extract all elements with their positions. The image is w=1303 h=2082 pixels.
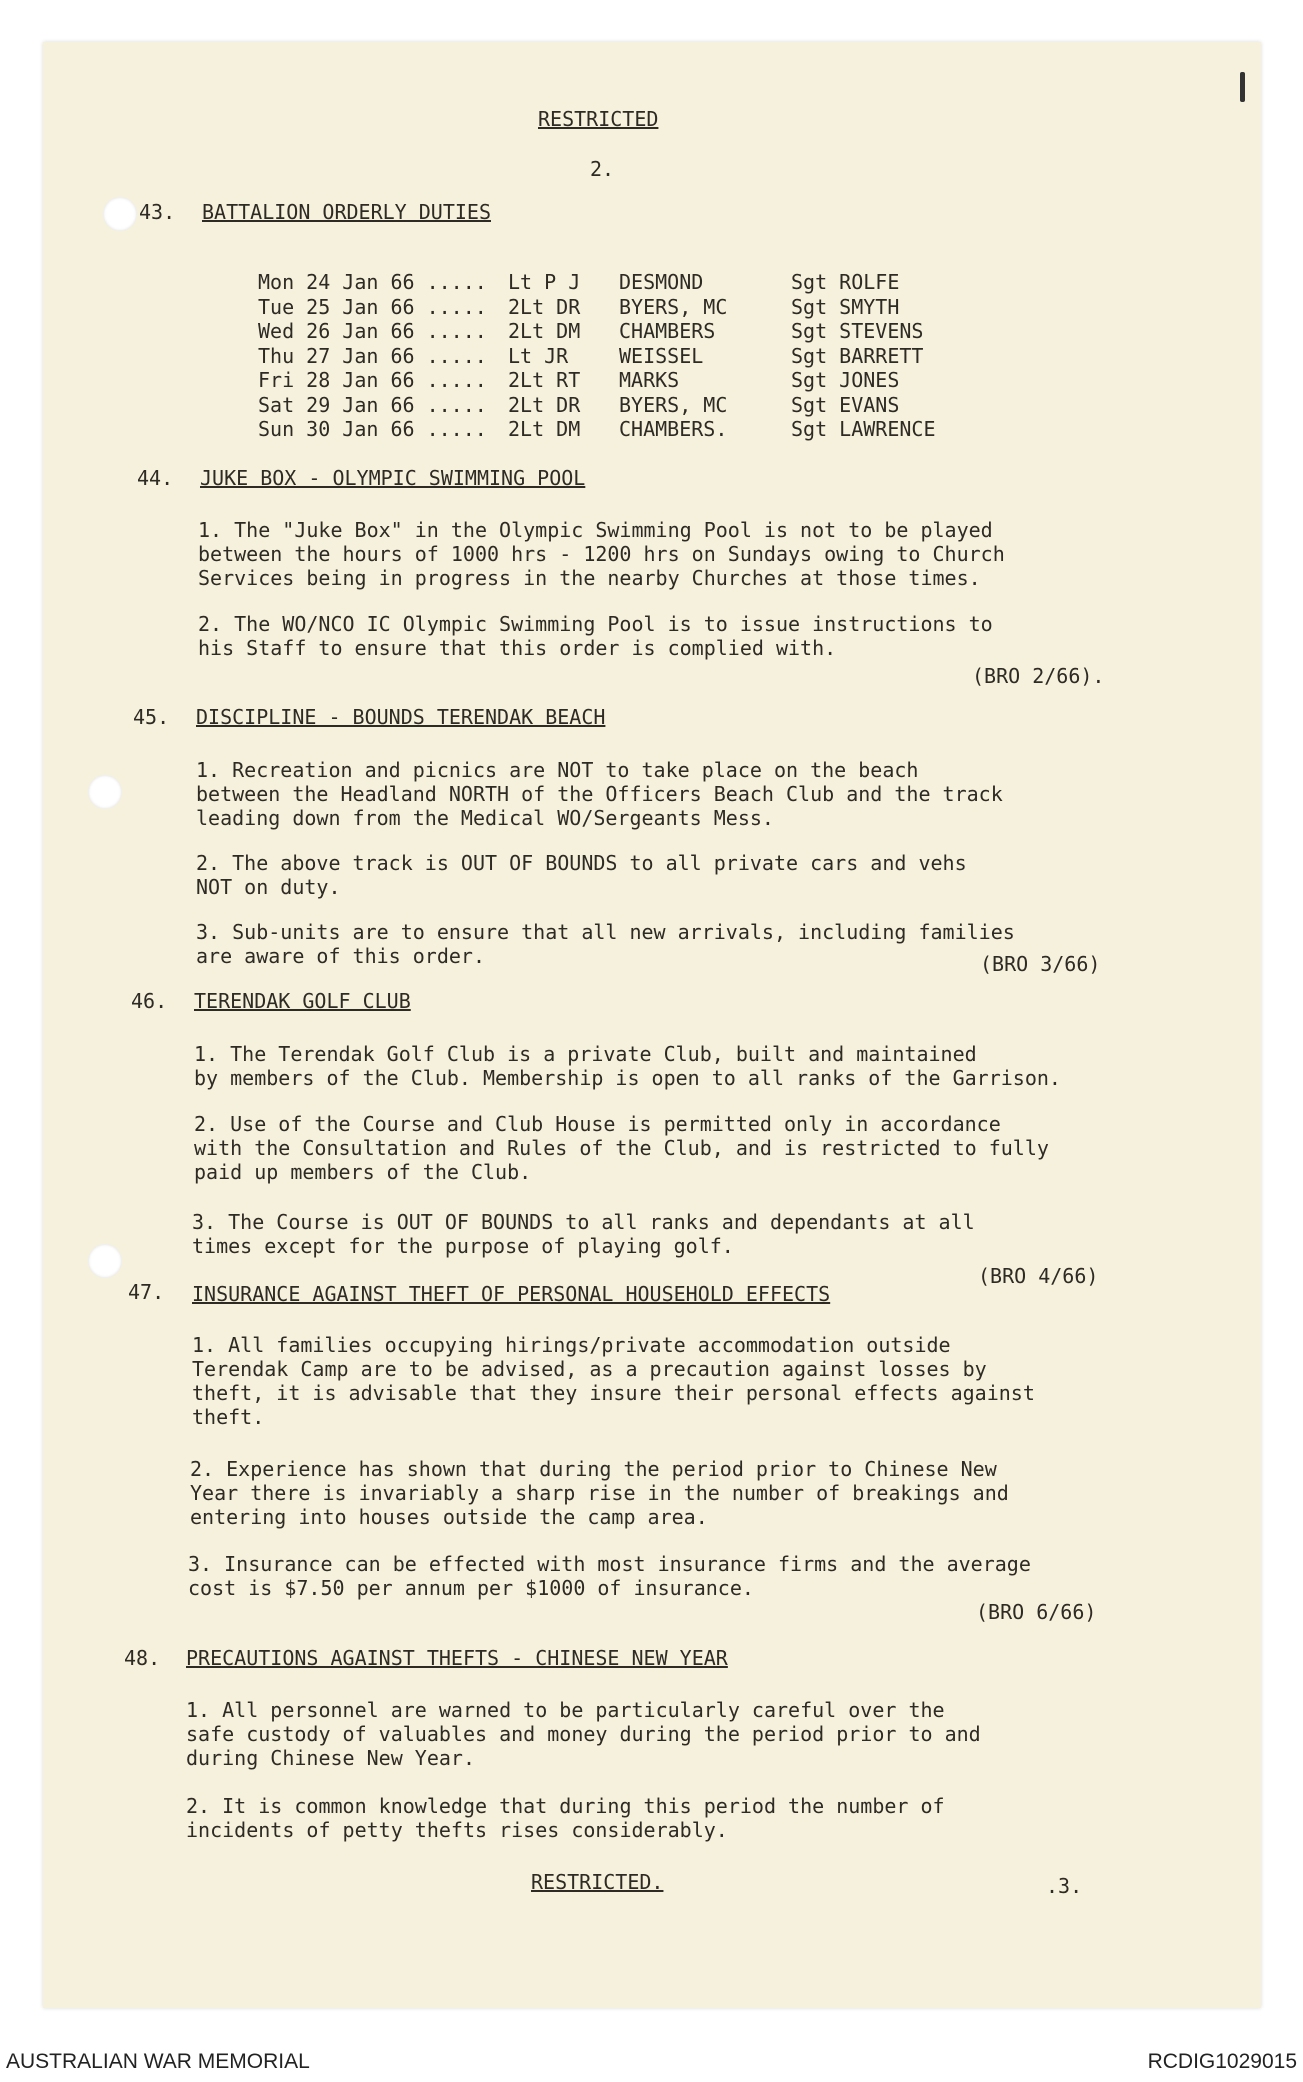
duty-sgt-cell: Sgt STEVENS — [791, 319, 924, 343]
paragraph: 2. The WO/NCO IC Olympic Swimming Pool is to issue instructions to his Staff to ensure that this order is complied with. — [198, 612, 993, 660]
duty-rank-cell: 2Lt DR — [508, 294, 581, 319]
paragraph: 1. The Terendak Golf Club is a private Club, built and maintained by members of the Club. Membership is open to all ranks of the Garrison. — [194, 1042, 1061, 1090]
classification-footer: RESTRICTED. — [531, 1870, 664, 1894]
paragraph: 3. The Course is OUT OF BOUNDS to all ranks and dependants at all times except for the purpose of playing golf. — [192, 1210, 975, 1258]
paragraph: 2. The above track is OUT OF BOUNDS to all private cars and vehs NOT on duty. — [196, 851, 967, 899]
bro-reference: (BRO 3/66) — [980, 952, 1101, 976]
duty-name-cell: BYERS, MC — [619, 294, 728, 319]
paragraph: 2. Experience has shown that during the period prior to Chinese New Year there is invariably a sharp rise in the number of breakings and entering into houses outside the camp area. — [190, 1457, 1009, 1529]
paragraph: 2. It is common knowledge that during this period the number of incidents of petty thefts rises considerably. — [186, 1794, 945, 1842]
duty-sgt-cell: Sgt SMYTH — [791, 294, 900, 319]
duty-sgt-cell: Sgt ROLFE — [791, 270, 900, 294]
duty-name-cell: DESMOND — [619, 270, 704, 294]
paragraph: 1. The "Juke Box" in the Olympic Swimming Pool is not to be played between the hours of 1000 hrs - 1200 hrs on Sundays owing to Church Services being in progress in the nearby Churches at those times. — [198, 518, 1005, 590]
next-page-number: .3. — [1046, 1874, 1083, 1898]
section-number: 45. — [133, 705, 170, 729]
paragraph: 2. Use of the Course and Club House is permitted only in accordance with the Consultation and Rules of the Club, and is restricted to fully paid up members of the Club. — [194, 1112, 1049, 1184]
punch-hole — [103, 197, 137, 231]
section-number: 46. — [131, 989, 168, 1013]
bro-reference: (BRO 4/66) — [978, 1264, 1099, 1288]
duty-sgt-cell: Sgt EVANS — [791, 392, 900, 417]
duty-rank-cell: 2Lt DM — [508, 319, 581, 343]
paragraph: 3. Sub-units are to ensure that all new arrivals, including families are aware of this order. — [196, 920, 1015, 968]
archive-name: AUSTRALIAN WAR MEMORIAL — [6, 2050, 310, 2073]
duty-date-cell: Thu 27 Jan 66 ..... — [258, 343, 487, 368]
duty-sgt-cell: Sgt LAWRENCE — [791, 417, 936, 441]
section-title: DISCIPLINE - BOUNDS TERENDAK BEACH — [196, 705, 606, 729]
classification-header: RESTRICTED — [538, 107, 659, 131]
duty-date-cell: Sat 29 Jan 66 ..... — [258, 392, 487, 417]
duty-rank-cell: 2Lt DM — [508, 417, 581, 441]
duty-date-cell: Mon 24 Jan 66 ..... — [258, 270, 487, 294]
ink-mark — [1240, 72, 1245, 102]
paragraph: 3. Insurance can be effected with most insurance firms and the average cost is $7.50 per annum per $1000 of insurance. — [188, 1552, 1031, 1600]
duty-date-cell: Sun 30 Jan 66 ..... — [258, 417, 487, 441]
duty-sgt-cell: Sgt BARRETT — [791, 343, 924, 368]
section-title: JUKE BOX - OLYMPIC SWIMMING POOL — [200, 466, 586, 490]
duty-rank-cell: Lt P J — [508, 270, 581, 294]
archive-id: RCDIG1029015 — [1147, 2050, 1297, 2073]
punch-hole — [88, 775, 122, 809]
paragraph: 1. All families occupying hirings/private accommodation outside Terendak Camp are to be advised, as a precaution against losses by theft, it is advisable that they insure their personal effects against theft. — [192, 1333, 1035, 1429]
section-number: 44. — [137, 466, 174, 490]
duty-name-cell: CHAMBERS. — [619, 417, 728, 441]
section-title: PRECAUTIONS AGAINST THEFTS - CHINESE NEW YEAR — [186, 1646, 728, 1670]
page-number: 2. — [590, 157, 615, 181]
punch-hole — [88, 1244, 122, 1278]
section-title: INSURANCE AGAINST THEFT OF PERSONAL HOUSEHOLD EFFECTS — [192, 1282, 831, 1306]
section-title: BATTALION ORDERLY DUTIES — [202, 200, 491, 224]
bro-reference: (BRO 6/66) — [976, 1600, 1097, 1624]
section-number: 43. — [139, 200, 176, 224]
duty-rank-cell: 2Lt DR — [508, 392, 581, 417]
bro-reference: (BRO 2/66). — [972, 664, 1105, 688]
section-number: 47. — [128, 1280, 165, 1304]
duty-sgt-cell: Sgt JONES — [791, 368, 900, 392]
duty-name-cell: BYERS, MC — [619, 392, 728, 417]
duty-date-cell: Fri 28 Jan 66 ..... — [258, 368, 487, 392]
duty-date-cell: Wed 26 Jan 66 ..... — [258, 319, 487, 343]
paragraph: 1. Recreation and picnics are NOT to take place on the beach between the Headland NORTH of the Officers Beach Club and the track leading down from the Medical WO/Sergeants Mess. — [196, 758, 1003, 830]
duty-rank-cell: Lt JR — [508, 343, 569, 368]
section-number: 48. — [124, 1646, 161, 1670]
duty-name-cell: CHAMBERS — [619, 319, 716, 343]
duty-rank-cell: 2Lt RT — [508, 368, 581, 392]
paragraph: 1. All personnel are warned to be particularly careful over the safe custody of valuables and money during the period prior to and during Chinese New Year. — [186, 1698, 981, 1770]
duty-name-cell: MARKS — [619, 368, 680, 392]
duty-date-cell: Tue 25 Jan 66 ..... — [258, 294, 487, 319]
duty-name-cell: WEISSEL — [619, 343, 704, 368]
section-title: TERENDAK GOLF CLUB — [194, 989, 411, 1013]
